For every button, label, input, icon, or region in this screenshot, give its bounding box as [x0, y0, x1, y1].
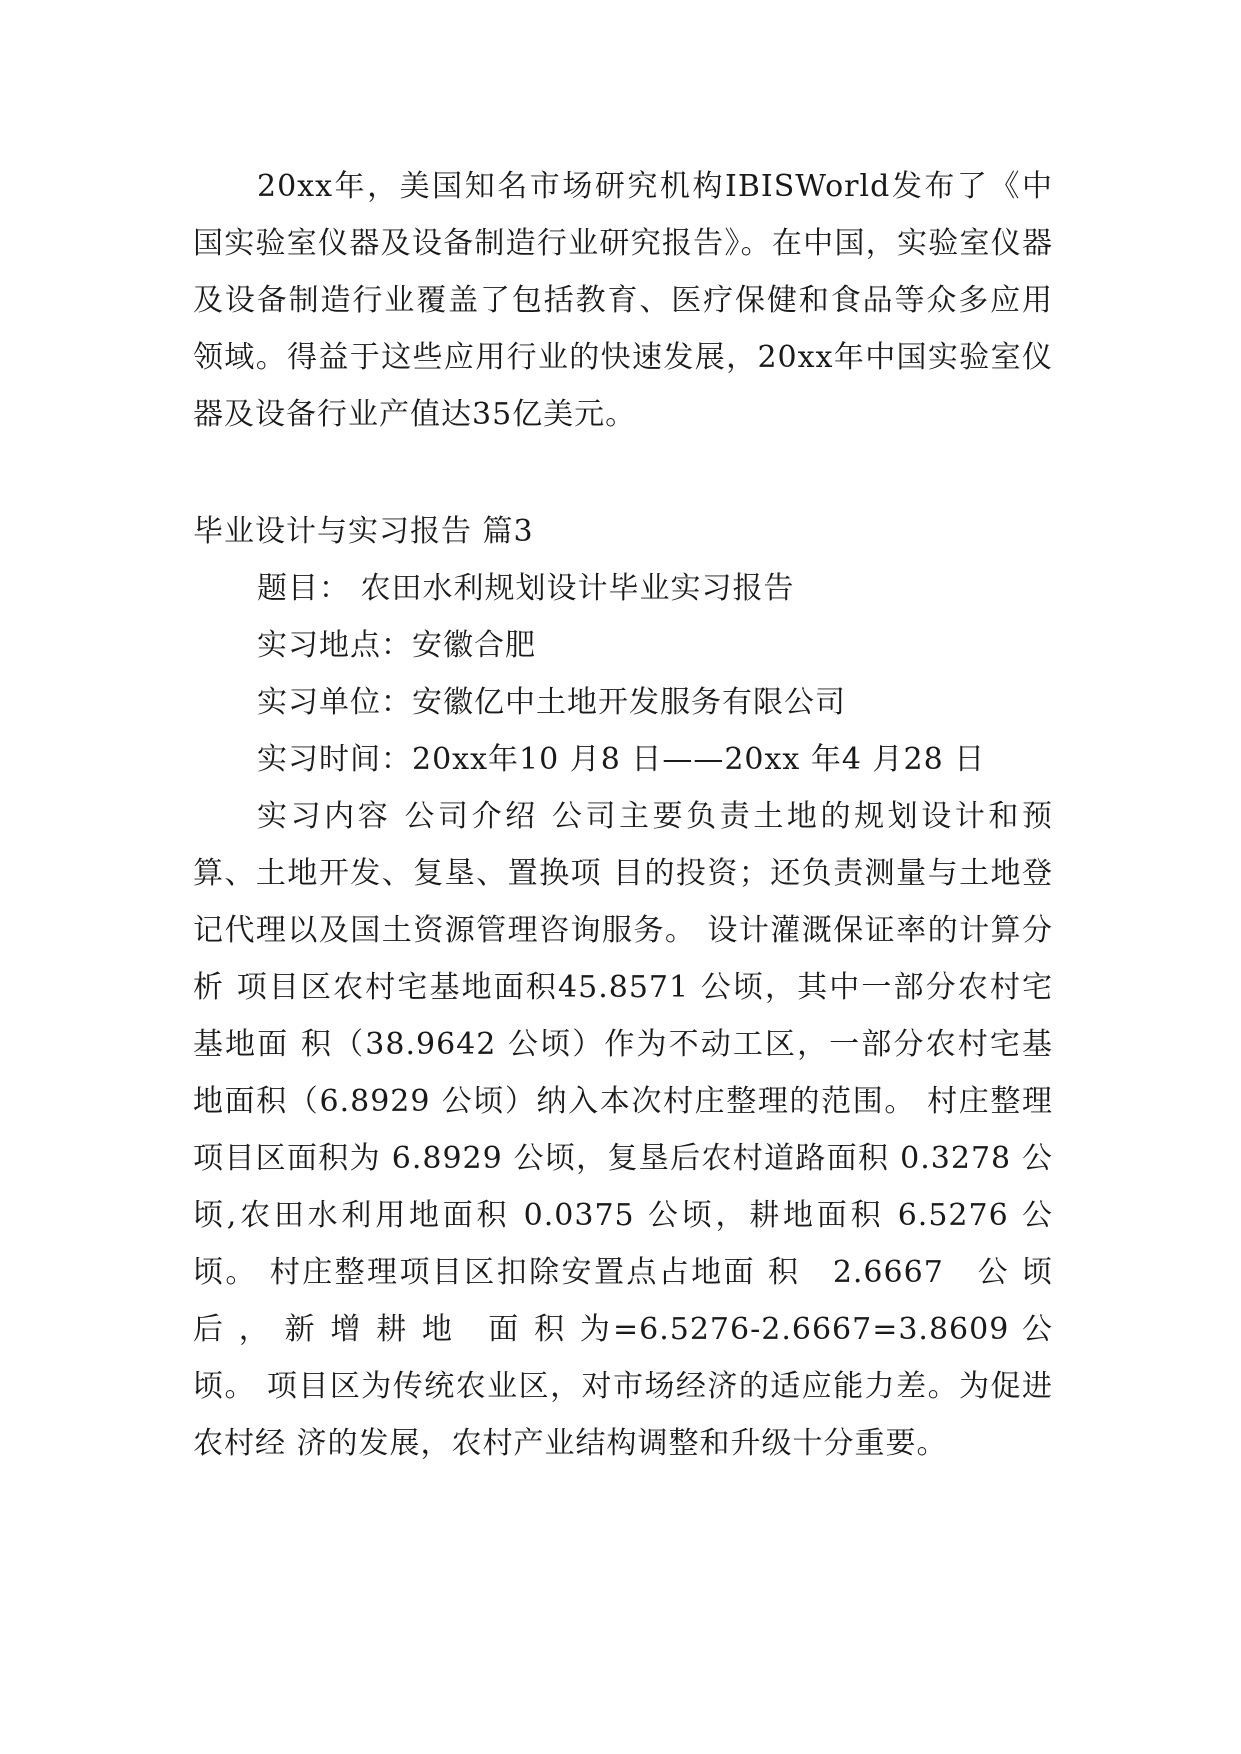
section-title: 毕业设计与实习报告 篇3 [193, 514, 534, 549]
document-content [193, 158, 1053, 1472]
report-topic: 题目： 农田水利规划设计毕业实习报告 [257, 571, 795, 606]
internship-content-paragraph: 实习内容 公司介绍 公司主要负责土地的规划设计和预算、土地开发、复垦、置换项 目的投资；还负责测量与土地登记代理以及国土资源管理咨询服务。 设计灌溉保证率的计算分析 项目区农村宅基地面积45.8571 公顷，其中一部分农村宅基地面 积（38.9642 公顷）作为不动工区，一部分农村宅基地面积（6.8929 公顷）纳入本次村庄整理的范围。 村庄整理项目区面积为 6.8929 公顷，复垦后农村道路面积 0.3278 公顷,农田水利用地面积 0.0375 公顷，耕地面积 6.5276 公 顷。 村庄整理项目区扣除安置点占地面 积 2.6667 公 顷 后 ， 新 增 耕 地 面 积 为=6.5276-2.6667=3.8609 公顷。 项目区为传统农业区，对市场经济的适应能力差。为促进农村经 济的发展，农村产业结构调整和升级十分重要。 [193, 799, 1053, 1461]
internship-unit: 实习单位：安徽亿中土地开发服务有限公司 [257, 685, 846, 720]
internship-location: 实习地点：安徽合肥 [257, 628, 536, 663]
intro-paragraph: 20xx年，美国知名市场研究机构IBISWorld发布了《中国实验室仪器及设备制造行业研究报告》。在中国，实验室仪器及设备制造行业覆盖了包括教育、医疗保健和食品等众多应用领域。得益于这些应用行业的快速发展，20xx年中国实验室仪器及设备行业产值达35亿美元。 [193, 169, 1053, 432]
internship-time: 实习时间：20xx年10 月8 日——20xx 年4 月28 日 [257, 742, 986, 777]
